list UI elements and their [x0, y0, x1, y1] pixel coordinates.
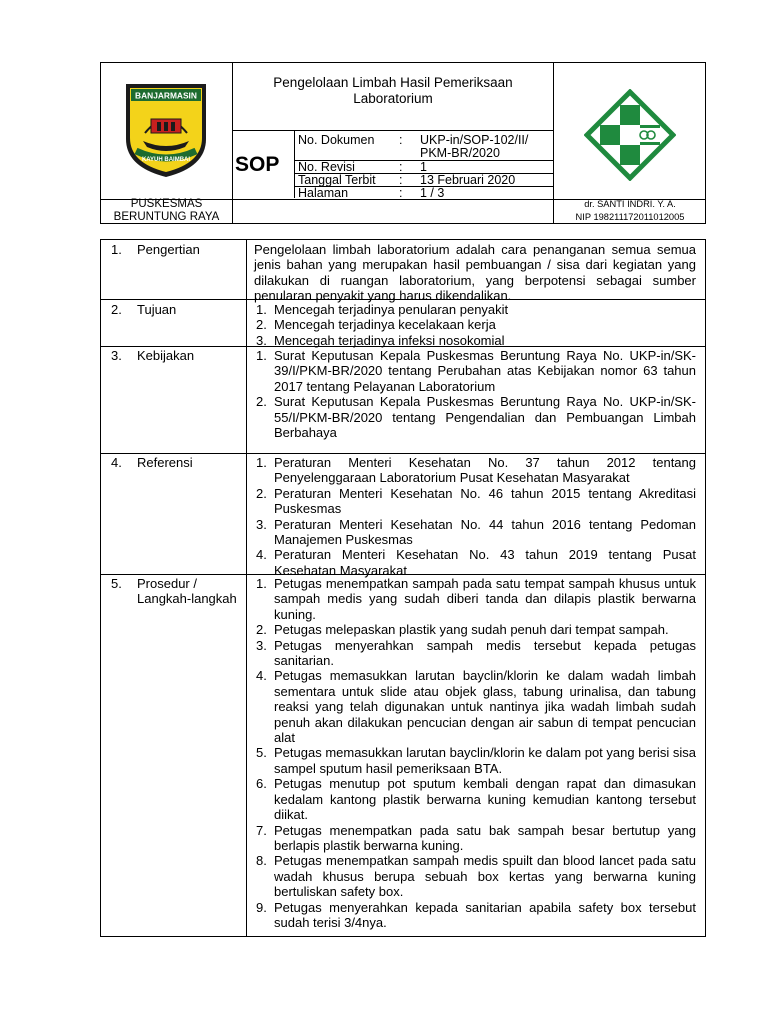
signer-nip: NIP 198211172011012005 — [575, 212, 685, 222]
list-item: 9. Petugas menyerahkan kepada sanitarian apabila safety box tersebut sudah terisi 3/4nya. — [256, 899, 696, 930]
meta-separator: : — [399, 160, 403, 174]
list-item: 3. Petugas menyerahkan sampah medis tersebut kepada petugas sanitarian. — [256, 637, 696, 669]
sop-content-table — [100, 239, 706, 937]
list-item-text: Peraturan Menteri Kesehatan No. 37 tahun 2012 tentang Penyelenggaraan Laboratorium Pusat Kesehatan Masyarakat — [274, 455, 696, 486]
procedure-list — [254, 576, 696, 930]
section-label-referensi: Referensi — [137, 455, 193, 470]
puskesmas-name-line: BERUNTUNG RAYA — [113, 211, 220, 223]
definition-text: Pengelolaan limbah laboratorium adalah cara penanganan semua semua jenis bahan yang merupakan hasil pembuangan / sisa dari kegiatan yang dilakukan di ruangan laboratorium, yang berpotensi sebagai sumber penularan penyakit yang harus dikendalikan. — [254, 242, 696, 304]
list-item: 2. Mencegah terjadinya kecelakaan kerja — [256, 317, 496, 333]
section-number: 2. — [111, 302, 122, 317]
reference-list — [254, 455, 696, 578]
signer-block — [553, 198, 707, 224]
section-label-tujuan: Tujuan — [137, 302, 177, 317]
list-item: 6. Petugas menutup pot sputum kembali dengan rapat dan dimasukan kedalam kantong plastik berwarna kuning kemudian kantong tersebut diikat. — [256, 776, 696, 823]
list-item-text: Petugas menutup pot sputum kembali dengan rapat dan dimasukan kedalam kantong plastik berwarna kuning kemudian kantong tersebut diikat. — [274, 776, 696, 823]
puskesmas-name-line: PUSKESMAS — [130, 198, 203, 210]
content-column-divider — [246, 240, 247, 936]
list-item: 2. Petugas melepaskan plastik yang sudah penuh dari tempat sampah. — [256, 622, 669, 638]
row-divider — [101, 453, 705, 454]
section-number: 1. — [111, 242, 122, 257]
list-item: 8. Petugas menempatkan sampah medis spuilt dan blood lancet pada satu wadah khusus berupa sebuah box kertas yang berwarna kuning bertuliskan safety box. — [256, 853, 696, 900]
document-title — [233, 75, 553, 107]
section-content-prosedur — [254, 576, 696, 930]
signer-name: dr. SANTI INDRI. Y. A. — [584, 199, 676, 209]
list-item: 2. Surat Keputusan Kepala Puskesmas Beruntung Raya No. UKP-in/SK-55/I/PKM-BR/2020 tentang Pengendalian dan Pembuangan Limbah Berbahaya — [256, 394, 696, 441]
puskesmas-cross-logo — [584, 89, 676, 181]
svg-text:BANJARMASIN: BANJARMASIN — [135, 90, 197, 101]
goal-list — [254, 302, 696, 348]
meta-separator: : — [399, 173, 403, 187]
sop-label: SOP — [235, 153, 280, 176]
list-item-text: Mencegah terjadinya infeksi nosokomial — [274, 332, 505, 348]
list-item-text: Petugas menyerahkan kepada sanitarian apabila safety box tersebut sudah terisi 3/4nya. — [274, 899, 696, 930]
meta-label: Halaman — [298, 186, 349, 200]
document-title-line: Pengelolaan Limbah Hasil Pemeriksaan — [273, 75, 513, 90]
list-item-text: Surat Keputusan Kepala Puskesmas Beruntung Raya No. UKP-in/SK-39/I/PKM-BR/2020 tentang Perubahan atas Kebijakan nomor 63 tahun 2017 tentang Pelayanan Laboratorium — [274, 348, 696, 394]
list-item: 1. Surat Keputusan Kepala Puskesmas Beruntung Raya No. UKP-in/SK-39/I/PKM-BR/2020 tentang Perubahan atas Kebijakan nomor 63 tahun 2017 tentang Pelayanan Laboratorium — [256, 348, 696, 394]
meta-label: No. Revisi — [298, 160, 355, 174]
list-item-text: Peraturan Menteri Kesehatan No. 46 tahun 2015 tentang Akreditasi Puskesmas — [274, 485, 696, 517]
list-item-text: Petugas menempatkan sampah pada satu tempat sampah khusus untuk sampah medis yang sudah diberi tanda dan dilapis plastik berwarna kuning. — [274, 576, 696, 622]
list-item-text: Mencegah terjadinya kecelakaan kerja — [274, 317, 496, 333]
meta-value-line: UKP-in/SOP-102/II/ — [420, 133, 529, 147]
list-item: 7. Petugas menempatkan pada satu bak sampah besar bertutup yang berlapis plastik berwarna kuning. — [256, 822, 696, 853]
list-item-text: Peraturan Menteri Kesehatan No. 43 tahun 2019 tentang Pusat Kesehatan Masyarakat — [274, 547, 696, 578]
meta-value-line: PKM-BR/2020 — [420, 146, 500, 160]
section-label-prosedur: Prosedur / Langkah-langkah — [137, 576, 237, 607]
header-divider — [294, 130, 295, 198]
list-item-text: Petugas melepaskan plastik yang sudah penuh dari tempat sampah. — [274, 622, 669, 638]
list-item-text: Petugas memasukkan larutan bayclin/klorin ke dalam wadah limbah sementara untuk slide atau objek glass, tabung urinalisa, dan tabung reaksi yang telah digunakan untuk nantinya jika wadah limbah sudah penuh akan dilakukan pencucian dengan air sabun di tempat pencucian alat — [274, 668, 696, 746]
meta-label: Tanggal Terbit — [298, 173, 376, 187]
list-item-text: Surat Keputusan Kepala Puskesmas Beruntung Raya No. UKP-in/SK-55/I/PKM-BR/2020 tentang Pengendalian dan Pembuangan Limbah Berbahaya — [274, 394, 696, 441]
list-item-text: Petugas menyerahkan sampah medis tersebut kepada petugas sanitarian. — [274, 637, 696, 669]
meta-value — [420, 134, 528, 160]
section-content-pengertian — [254, 242, 696, 304]
list-item: 1. Petugas menempatkan sampah pada satu tempat sampah khusus untuk sampah medis yang sudah diberi tanda dan dilapis plastik berwarna kuning. — [256, 576, 696, 622]
list-item: 2. Peraturan Menteri Kesehatan No. 46 tahun 2015 tentang Akreditasi Puskesmas — [256, 485, 696, 517]
section-number: 3. — [111, 348, 122, 363]
list-item-text: Mencegah terjadinya penularan penyakit — [274, 302, 509, 317]
list-item: 3. Mencegah terjadinya infeksi nosokomial — [256, 332, 505, 348]
section-number: 5. — [111, 576, 122, 591]
banjarmasin-crest-logo — [123, 81, 209, 179]
meta-separator: : — [399, 186, 403, 200]
list-item-text: Petugas menempatkan pada satu bak sampah besar bertutup yang berlapis plastik berwarna kuning. — [274, 822, 696, 853]
meta-label: No. Dokumen — [298, 133, 375, 147]
list-item-text: Petugas menempatkan sampah medis spuilt dan blood lancet pada satu wadah khusus berupa sebuah box kertas yang berwarna kuning bertuliskan safety box. — [274, 853, 696, 900]
list-item: 1. Mencegah terjadinya penularan penyakit — [256, 302, 509, 317]
list-item: 4. Peraturan Menteri Kesehatan No. 43 tahun 2019 tentang Pusat Kesehatan Masyarakat — [256, 547, 696, 578]
policy-list — [254, 348, 696, 440]
sop-header-table — [100, 62, 706, 224]
list-item-text: Peraturan Menteri Kesehatan No. 44 tahun 2016 tentang Pedoman Manajemen Puskesmas — [274, 516, 696, 548]
meta-value: 13 Februari 2020 — [420, 173, 516, 187]
list-item-text: Petugas memasukkan larutan bayclin/klorin ke dalam pot yang berisi sisa sampel sputum hasil pemeriksaan BTA. — [274, 745, 696, 776]
list-item: 1. Peraturan Menteri Kesehatan No. 37 tahun 2012 tentang Penyelenggaraan Laboratorium Pusat Kesehatan Masyarakat — [256, 455, 696, 486]
section-label-kebijakan: Kebijakan — [137, 348, 195, 363]
meta-separator: : — [399, 133, 403, 147]
section-number: 4. — [111, 455, 122, 470]
section-content-tujuan — [254, 302, 696, 348]
list-item: 3. Peraturan Menteri Kesehatan No. 44 tahun 2016 tentang Pedoman Manajemen Puskesmas — [256, 516, 696, 548]
puskesmas-name — [101, 198, 232, 224]
meta-value: 1 / 3 — [420, 186, 445, 200]
section-label-pengertian: Pengertian — [137, 242, 200, 257]
section-content-kebijakan — [254, 348, 696, 440]
list-item: 4. Petugas memasukkan larutan bayclin/klorin ke dalam wadah limbah sementara untuk slide atau objek glass, tabung urinalisa, dan tabung reaksi yang telah digunakan untuk nantinya jika wadah limbah sudah penuh akan dilakukan pencucian dengan air sabun di tempat pencucian alat — [256, 668, 696, 746]
document-title-line: Laboratorium — [353, 91, 433, 106]
list-item: 5. Petugas memasukkan larutan bayclin/klorin ke dalam pot yang berisi sisa sampel sputum hasil pemeriksaan BTA. — [256, 745, 696, 776]
svg-text:KAYUH BAIMBAI: KAYUH BAIMBAI — [141, 157, 191, 163]
meta-value: 1 — [420, 160, 427, 174]
section-content-referensi — [254, 455, 696, 578]
header-divider — [232, 130, 553, 131]
